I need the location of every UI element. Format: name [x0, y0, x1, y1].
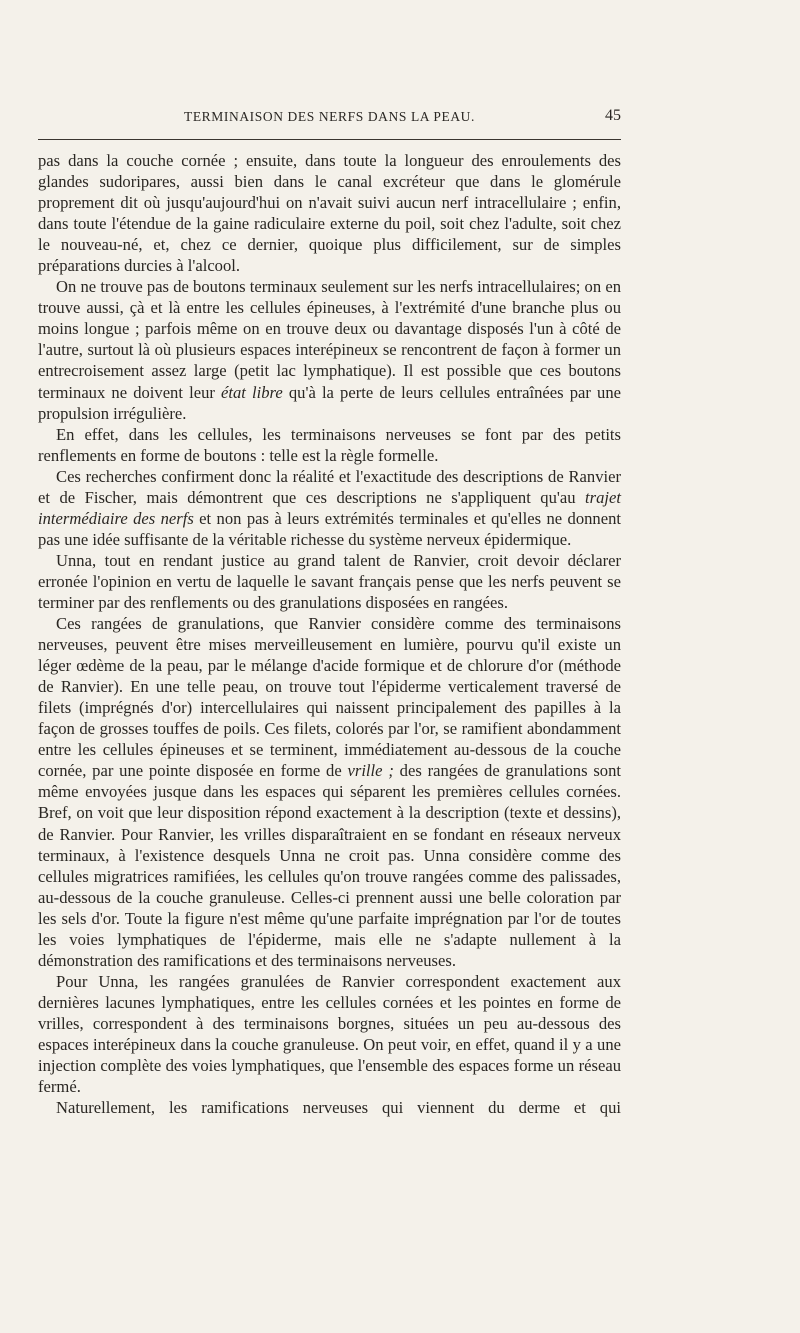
text-segment: et non pas à leurs extrémités terminales et qu'elles ne donnent pas une idée suffisante de la véritable richesse du système nerveux épidermique.: [38, 508, 621, 549]
paragraph: [38, 550, 621, 613]
text-segment: Pour Unna, les rangées granulées de Ranvier correspondent exactement aux dernières lacunes lymphatiques, entre les cellules cornées et les pointes en forme de vrilles, correspondent à des terminaisons borgnes, situées un peu au-dessous des espaces interépineux dans la couche granuleuse. On peut voir, en effet, quand il y a une injection complète des voies lymphatiques, que l'ensemble des espaces forme un réseau fermé.: [38, 971, 621, 1097]
italic-text: état libre: [221, 382, 283, 402]
text-segment: des rangées de granulations sont même envoyées jusque dans les espaces qui séparent les premières cellules cornées. Bref, on voit que leur disposition répond exactement à la description (texte et dessins), de Ranvier. Pour Ranvier, les vrilles disparaîtraient en se fondant en réseaux nerveux terminaux, à l'existence desquels Unna ne croit pas. Unna considère comme des cellules migratrices ramifiées, les cellules qu'on trouve rangées comme des palissades, au-dessous de la couche granuleuse. Celles-ci prennent aussi une belle coloration par les sels d'or. Toute la figure n'est même qu'une parfaite imprégnation par l'or de toutes les voies lymphatiques de l'épiderme, mais elle ne s'adapte nullement à la démonstration des ramifications et des terminaisons nerveuses.: [38, 761, 622, 970]
text-segment: Unna, tout en rendant justice au grand talent de Ranvier, croit devoir déclarer erronée l'opinion en vertu de laquelle le savant français pense que les nerfs peuvent se terminer par des renflements ou des granulations disposées en rangées.: [38, 550, 621, 612]
text-segment: qu'à la perte de leurs cellules entraînées par une propulsion irrégulière.: [38, 382, 621, 423]
page-number: 45: [605, 107, 621, 124]
text-segment: On ne trouve pas de boutons terminaux seulement sur les nerfs intracellulaires; on en trouve aussi, çà et là entre les cellules épineuses, à l'extrémité d'une branche plus ou moins longue ; parfois même on en trouve deux ou davantage disposés l'un à côté de l'autre, surtout là où plusieurs espaces interépineux se rencontrent de façon à former un entrecroisement assez large (petit lac lymphatique). Il est possible que ces boutons terminaux ne doivent leur: [38, 277, 621, 402]
paragraph: [38, 424, 621, 466]
text-segment: Naturellement, les ramifications nerveuses qui viennent du derme et qui: [56, 1098, 621, 1118]
italic-text: vrille ;: [347, 761, 394, 781]
italic-text: trajet intermédiaire des nerfs: [38, 487, 621, 528]
page-header: [38, 106, 621, 128]
paragraph: [38, 613, 621, 971]
paragraph: [38, 971, 621, 1097]
text-segment: En effet, dans les cellules, les terminaisons nerveuses se font par des petits renflements en forme de boutons : telle est la règle formelle.: [38, 424, 621, 465]
body-text: [38, 150, 621, 1118]
paragraph: [38, 276, 621, 423]
paragraph: [38, 150, 621, 276]
running-title: TERMINAISON DES NERFS DANS LA PEAU.: [183, 109, 476, 124]
text-segment: Ces recherches confirment donc la réalité et l'exactitude des descriptions de Ranvier et de Fischer, mais démontrent que ces descriptions ne s'appliquent qu'au: [38, 466, 621, 507]
paragraph: [38, 466, 621, 550]
paragraph: [38, 1097, 621, 1118]
text-segment: Ces rangées de granulations, que Ranvier considère comme des terminaisons nerveuses, peuvent être mises merveilleusement en lumière, pourvu qu'il existe un léger œdème de la peau, par le mélange d'acide formique et de chlorure d'or (méthode de Ranvier). En une telle peau, on trouve tout l'épiderme verticalement traversé de filets (imprégnés d'or) intercellulaires qui naissent principalement des papilles à la façon de grosses touffes de poils. Ces filets, colorés par l'or, se ramifient abondamment entre les cellules épineuses et se terminent, immédiatement au-dessous de la couche cornée, par une pointe disposée en forme de: [38, 614, 621, 781]
header-rule: [38, 139, 621, 140]
text-segment: pas dans la couche cornée ; ensuite, dans toute la longueur des enroulements des glandes sudoripares, aussi bien dans le canal excréteur que dans le glomérule proprement dit où jusqu'aujourd'hui on n'avait suivi aucun nerf intracellulaire ; enfin, dans toute l'étendue de la gaine radiculaire externe du poil, soit chez l'adulte, soit chez le nouveau-né, et, chez ce dernier, quoique plus difficilement, sur de simples préparations durcies à l'alcool.: [38, 151, 621, 276]
